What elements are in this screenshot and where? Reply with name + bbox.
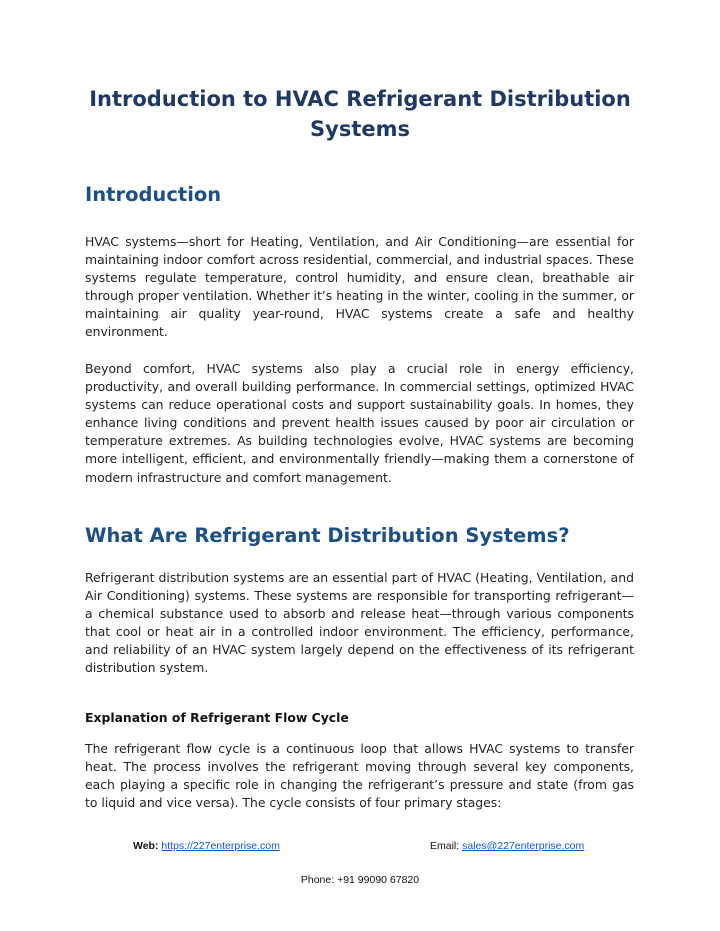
footer-web-label: Web: — [133, 840, 159, 852]
section-heading-refrigerant-distribution: What Are Refrigerant Distribution Systems? — [85, 524, 570, 547]
footer-phone: Phone: +91 99090 67820 — [300, 874, 420, 886]
footer-email — [430, 839, 584, 853]
refrigerant-flow-cycle-paragraph: The refrigerant flow cycle is a continuous loop that allows HVAC systems to transfer heat. The process involves the refrigerant moving through several key components, each playing a specific role in changing the refrigerant’s pressure and state (from gas to liquid and vice versa). The cycle consists of four primary stages: — [85, 741, 634, 811]
footer-email-link[interactable]: sales@227enterprise.com — [462, 840, 585, 852]
footer-email-label: Email: — [430, 840, 460, 852]
subheading-refrigerant-flow-cycle: Explanation of Refrigerant Flow Cycle — [85, 710, 349, 725]
intro-paragraph-2: Beyond comfort, HVAC systems also play a crucial role in energy efficiency, productivity, and overall building performance. In commercial settings, optimized HVAC systems can reduce operational costs and support sustainability goals. In homes, they enhance living conditions and prevent health issues caused by poor air circulation or temperature extremes. As building technologies evolve, HVAC systems are becoming more intelligent, efficient, and environmentally friendly—making them a cornerstone of modern infrastructure and comfort management. — [85, 361, 634, 485]
refrigerant-distribution-paragraph: Refrigerant distribution systems are an essential part of HVAC (Heating, Ventilation, and Air Conditioning) systems. These systems are responsible for transporting refrigerant—a chemical substance used to absorb and release heat—through various components that cool or heat air in a controlled indoor environment. The efficiency, performance, and reliability of an HVAC system largely depend on the effectiveness of its refrigerant distribution system. — [85, 570, 634, 676]
intro-paragraph-1: HVAC systems—short for Heating, Ventilation, and Air Conditioning—are essential for maintaining indoor comfort across residential, commercial, and industrial spaces. These systems regulate temperature, control humidity, and ensure clean, breathable air through proper ventilation. Whether it’s heating in the winter, cooling in the summer, or maintaining air quality year-round, HVAC systems create a safe and healthy environment. — [85, 234, 634, 340]
document-title: Introduction to HVAC Refrigerant Distribution Systems — [89, 87, 631, 141]
footer-web — [133, 839, 280, 853]
footer-web-link[interactable]: https://227enterprise.com — [161, 840, 280, 852]
section-heading-introduction: Introduction — [85, 183, 222, 206]
